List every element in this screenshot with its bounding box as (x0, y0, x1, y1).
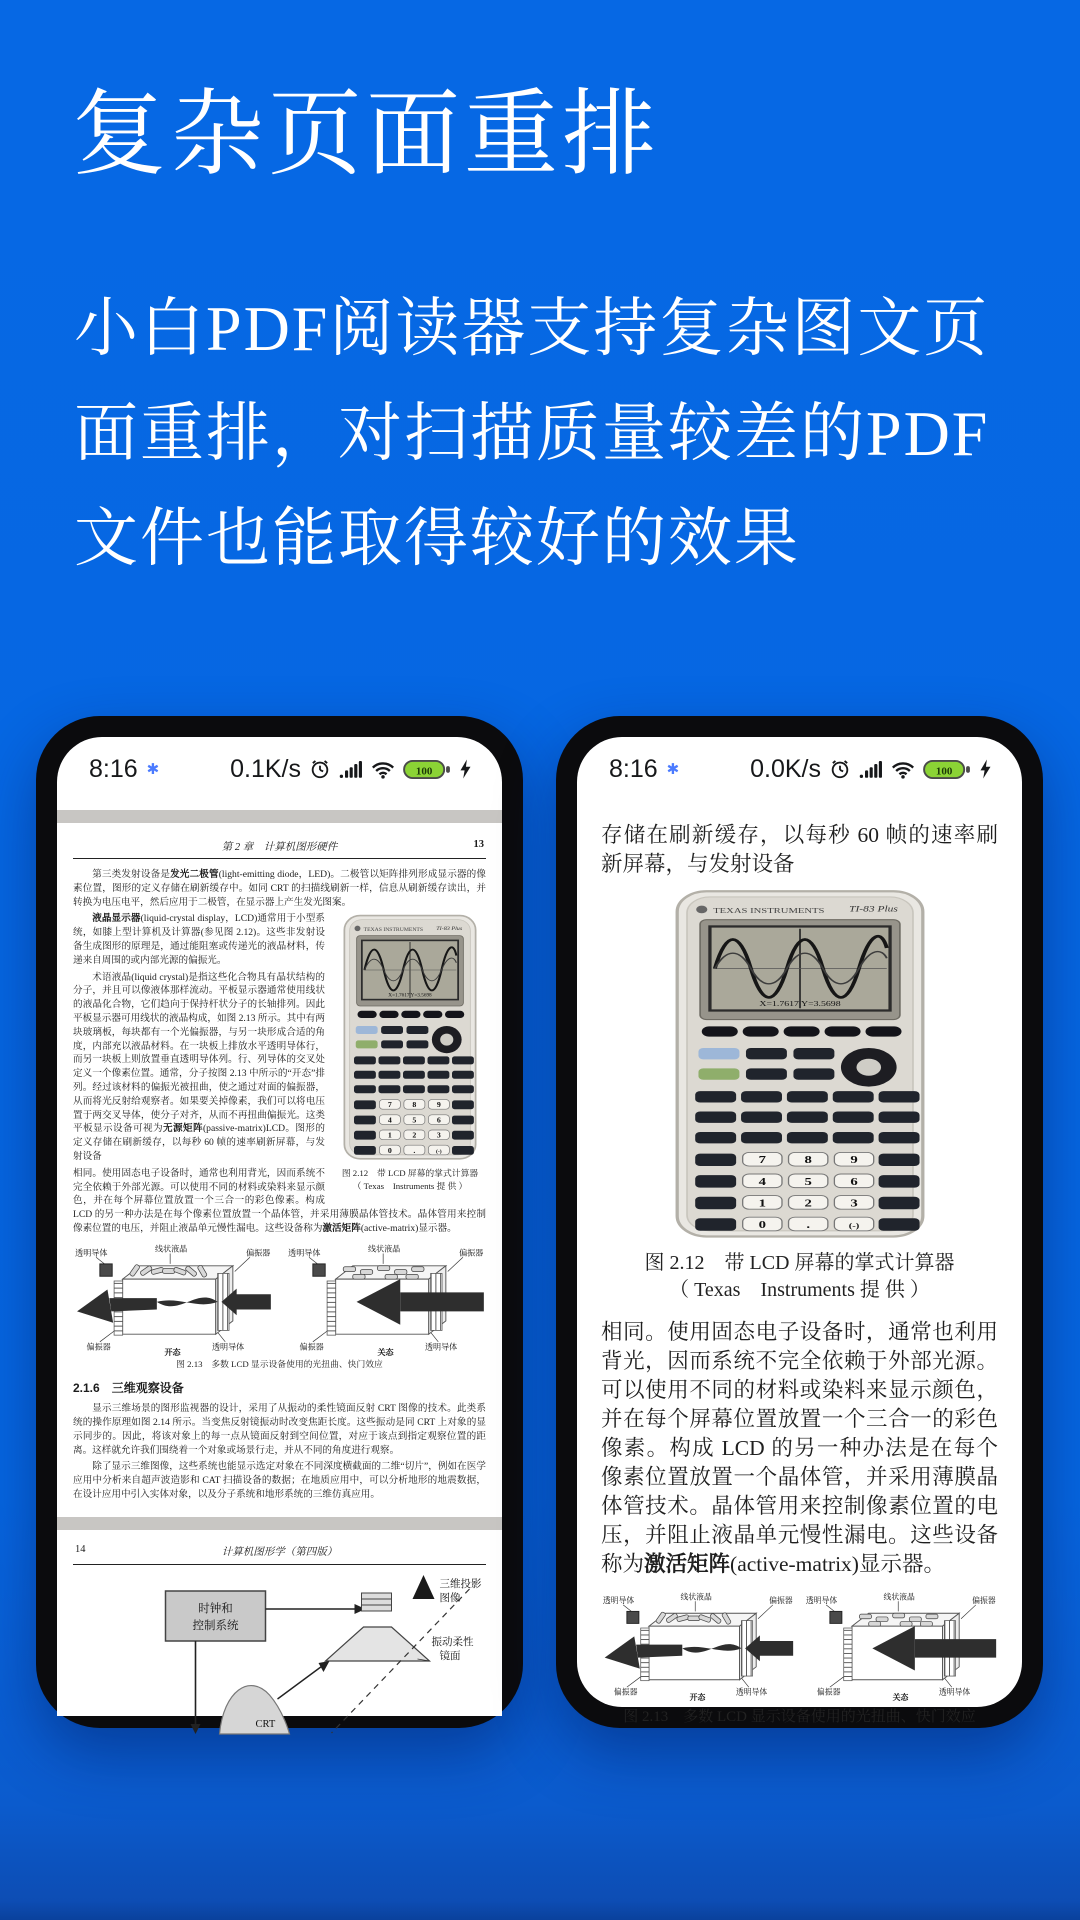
figure-2-14-diagram (73, 1569, 486, 1734)
pdf-page-13 (57, 823, 502, 1517)
status-bar (577, 737, 1022, 795)
battery-icon (403, 759, 451, 780)
svg-text:三维投影: 三维投影 (439, 1579, 482, 1590)
lcd-on-diagram (601, 1591, 795, 1702)
page-number: 13 (473, 839, 484, 850)
network-speed: 0.0K/s (750, 754, 821, 783)
figure-caption: 图 2.13 多数 LCD 显示设备使用的光扭曲、快门效应 (176, 1358, 383, 1369)
svg-text:控制系统: 控制系统 (192, 1620, 239, 1632)
calculator-image (340, 914, 480, 1162)
phone-mockup-original (36, 716, 523, 1728)
subtitle-line: 小白PDF阅读器支持复杂图文页 (74, 293, 990, 364)
svg-text:时钟和: 时钟和 (198, 1603, 233, 1615)
lcd-off-diagram (286, 1243, 486, 1357)
figure-2-12 (334, 914, 486, 1192)
status-time: 8:16 (89, 754, 138, 783)
paragraph: 第三类发射设备是发光二极管(light-emitting diode，LED)。二极管以矩阵排列形成显示器的像素位置，图形的定义存储在刷新缓存中。如同 CRT 的扫描线刷新一样，信息从刷新缓存读出，并转换为电压电平，然后应用于二极管，在显示器上产生发光图案。 (73, 869, 487, 908)
network-speed: 0.1K/s (230, 754, 301, 783)
signal-icon (859, 760, 883, 779)
page-gap (57, 810, 502, 823)
alarm-icon (309, 758, 331, 780)
paragraph: 液晶显示器(liquid-crystal display，LCD)通常用于小型系统，如膝上型计算机及计算器(参见图 2.12)。这些非发射设备生成图形的原理是，通过能阻塞或传递光的液晶材料，传递来自周围的或内部光源的偏振光。 (73, 913, 326, 966)
reflow-paragraph: 相同。使用固态电子设备时，通常也利用背光，因而系统不完全依赖于外部光源。可以使用不同的材料或染料来显示颜色，并在每个屏幕位置放置一个三合一的彩色像素。构成 LCD 的另一种办法是在每个像素位置放置一个晶体管，并采用薄膜晶体管技术。晶体管用来控制像素位置的电压，并阻止液晶单元慢性漏电。这些设备称为激活矩阵(active-matrix)显示器。 (601, 1320, 998, 1576)
wifi-icon (891, 760, 915, 779)
alarm-icon (829, 758, 851, 780)
paragraph: 相同。使用固态电子设备时，通常也利用背光，因而系统不完全依赖于外部光源。可以使用不同的材料或染料来显示颜色，并在每个屏幕位置放置一个三合一的彩色像素。构成 LCD 的另一种办法是在每个像素位置放置一个晶体管，并采用薄膜晶体管技术。晶体管用来控制像素位置的电压，并阻止液晶单元慢性漏电。这些设备称为激活矩阵(active-matrix)显示器。 (73, 1167, 486, 1234)
lcd-on-diagram (73, 1243, 273, 1357)
figure-2-12 (601, 889, 998, 1246)
figure-2-13 (73, 1243, 486, 1357)
page-number: 14 (75, 1544, 86, 1555)
figure-caption: （ Texas Instruments 提 供 ） (352, 1180, 468, 1191)
figure-caption: 图 2.12 带 LCD 屏幕的掌式计算器 (341, 1168, 479, 1179)
paragraph: 显示三维场景的图形监视器的设计，采用了从振动的柔性镜面反射 CRT 图像的技术。此类系统的操作原理如图 2.14 所示。当变焦反射镜振动时改变焦距长度。这些振动是同 CRT 上对象的显示同步的。因此，将该对象上的每一点从镜面反射到空间位置，对应于该点到指定观察位置的距离。这样就允许我们围绕着一个对象或场景行走，并从不同的角度进行观察。 (73, 1403, 486, 1456)
svg-text:镜面: 镜面 (439, 1651, 461, 1662)
section-heading: 2.1.6 三维观察设备 (73, 1381, 184, 1396)
phone-screen (57, 737, 502, 1730)
running-header: 14 计算机图形学（第四版） (73, 1544, 486, 1565)
status-bar (57, 737, 502, 795)
signal-icon (339, 760, 363, 779)
figure-2-13 (601, 1591, 998, 1702)
page-title: 复杂页面重排 (72, 83, 661, 187)
charging-bolt-icon (459, 759, 472, 779)
page-subtitle (74, 276, 989, 591)
figure-caption: 图 2.13 多数 LCD 显示设备使用的光扭曲、快门效应 (623, 1709, 976, 1725)
battery-icon (923, 759, 971, 780)
figure-caption: 图 2.12 带 LCD 屏幕的掌式计算器 （ Texas Instruments 提 供 ） (644, 1252, 955, 1301)
status-flower-icon: ✱ (146, 760, 160, 778)
page-gap (57, 1517, 502, 1530)
pdf-page-14 (57, 1530, 502, 1730)
paragraph: 除了显示三维图像，这些系统也能显示选定对象在不同深度横截面的二维“切片”，例如在医学应用中分析来自超声波造影和 CAT 扫描设备的数据；在地质应用中，可以分析地形的地震数据，在设计应用中引入实体对象，以及分子系统和地形系统的三维仿真应用。 (73, 1461, 486, 1500)
lcd-off-diagram (804, 1591, 998, 1702)
subtitle-line: 文件也能取得较好的效果 (74, 503, 800, 574)
status-flower-icon: ✱ (666, 760, 680, 778)
charging-bolt-icon (979, 759, 992, 779)
wifi-icon (371, 760, 395, 779)
status-time: 8:16 (609, 754, 658, 783)
svg-text:振动柔性: 振动柔性 (431, 1637, 474, 1648)
phone-screen (577, 737, 1022, 1725)
reflow-scroll-area[interactable] (577, 795, 1022, 1726)
paragraph: 术语液晶(liquid crystal)是指这些化合物具有晶状结构的分子，并且可以像液体那样流动。平板显示器通常使用线状的液晶化合物，它们趋向于保持杆状分子的长轴排列。因此平板显示器可用线状的液晶构成，如图 2.13 所示。其中有两块玻璃板，每块都有一个光偏振器，与另一块形成合适的角度，内部充以液晶材料。在一块板上排放水平透明导体行，而另一块板上则放置垂直透明导体列。行、列导体的交叉处定义一个像素位置。通常，分子按图 2.13 中所示的“开态”排列。经过该材料的偏振光被扭曲，使之通过对面的偏振器，从而将光反射给观察者。如果要关掉像素，我们可以将电压置于两交叉导体，使分子对齐，从而不再扭曲偏振光。这类平板显示设备可视为无源矩阵(passive-matrix)LCD。图形的定义存储在刷新缓存，以每秒 60 帧的速率刷新屏幕，与发射设备 (73, 971, 326, 1162)
pdf-scroll-area[interactable] (57, 823, 502, 1730)
svg-text:图像: 图像 (439, 1593, 461, 1604)
reflow-paragraph: 存储在刷新缓存，以每秒 60 帧的速率刷新屏幕，与发射设备 (601, 823, 998, 876)
subtitle-line: 面重排，对扫描质量较差的PDF (74, 398, 990, 469)
svg-text:CRT: CRT (255, 1719, 276, 1730)
battery-percent: 100 (415, 764, 433, 777)
phone-mockup-reflow (556, 716, 1043, 1728)
running-header: 第 2 章 计算机图形硬件 13 (73, 839, 486, 859)
calculator-image (669, 889, 931, 1241)
battery-percent: 100 (935, 764, 953, 777)
